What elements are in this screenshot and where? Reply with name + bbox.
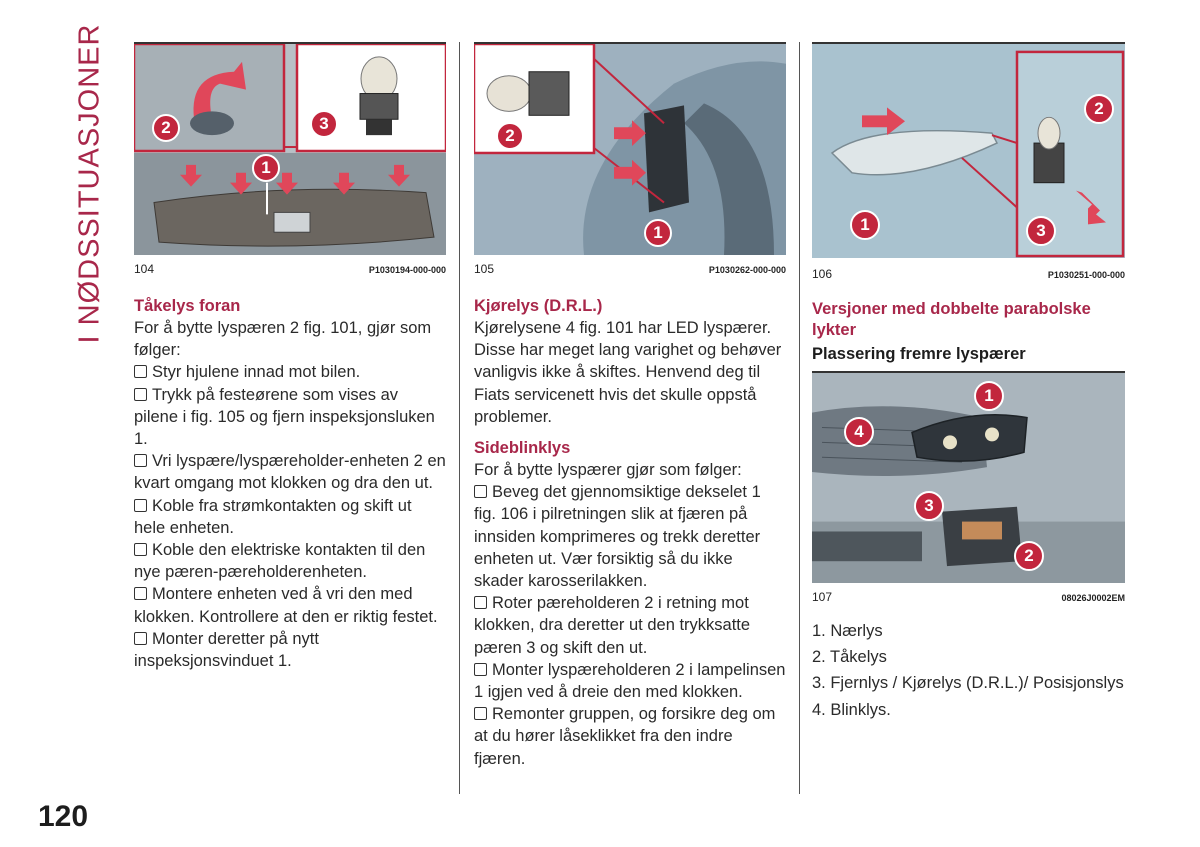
step-item xyxy=(474,592,786,659)
figure-number: 107 xyxy=(812,590,833,604)
callout-2 xyxy=(152,114,180,142)
callout-label: 2 xyxy=(1024,546,1034,565)
section-title-text: I NØDSSITUASJONER xyxy=(73,23,106,343)
step-text: Trykk på festeørene som vises av pilene i fig. 105 og fjern inspeksjonsluken 1. xyxy=(134,385,435,449)
intro-text: For å bytte lyspæren 2 fig. 101, gjør som følger: xyxy=(134,319,432,360)
heading-drl: Kjørelys (D.R.L.) xyxy=(474,297,603,315)
checkbox-bullet-icon xyxy=(474,663,487,676)
drl-paragraph: Kjørelysene 4 fig. 101 har LED lyspærer. Disse har meget lang varighet og behøver vanligvis ikke å skiftes. Henvend deg til Fiats servicenett hvis det skulle oppstå problemer. xyxy=(474,319,782,426)
list-item: 4. Blinklys. xyxy=(812,700,891,719)
figure-104 xyxy=(134,42,446,255)
figure-105-caption xyxy=(474,262,786,276)
step-item xyxy=(474,659,786,703)
callout-1 xyxy=(252,154,280,182)
callout-label: 1 xyxy=(261,158,271,177)
figure-106-caption xyxy=(812,267,1125,281)
checkbox-bullet-icon xyxy=(134,587,147,600)
figure-105-illustration xyxy=(474,44,786,255)
figure-106 xyxy=(812,42,1125,258)
figure-104-caption xyxy=(134,262,446,276)
step-text: Vri lyspære/lyspæreholder-enheten 2 en kvart omgang mot klokken og dra den ut. xyxy=(134,452,446,493)
callout-3 xyxy=(310,110,338,138)
section-title-vertical xyxy=(70,23,110,343)
checkbox-bullet-icon xyxy=(474,596,487,609)
callout-label: 1 xyxy=(984,386,994,405)
column-divider xyxy=(799,42,800,794)
intro-text: For å bytte lyspærer gjør som følger: xyxy=(474,461,742,480)
step-text: Styr hjulene innad mot bilen. xyxy=(152,363,361,382)
step-text: Monter deretter på nytt inspeksjonsvinduet 1. xyxy=(134,629,319,671)
step-text: Beveg det gjennomsiktige dekselet 1 fig. 106 i pilretningen slik at fjæren på innsiden komprimeres og trekk deretter enheten ut. Vær forsiktig så du ikke skader karosserilakken. xyxy=(474,483,761,591)
checkbox-bullet-icon xyxy=(134,499,147,512)
step-item xyxy=(134,539,446,583)
heading-parabolic-lights: Versjoner med dobbelte parabolske lykter xyxy=(812,300,1091,339)
steps-list xyxy=(134,361,446,672)
column-drl-side-indicators xyxy=(474,42,786,770)
steps-list xyxy=(474,481,786,770)
column-fog-lights xyxy=(134,42,446,672)
callout-label: 2 xyxy=(1094,99,1104,118)
subheading-bulb-location: Plassering fremre lyspærer xyxy=(812,345,1026,363)
callout-1 xyxy=(644,219,672,247)
step-text: Montere enheten ved å vri den med klokken. Kontrollere at den er riktig festet. xyxy=(134,585,438,626)
checkbox-bullet-icon xyxy=(134,365,147,378)
step-item xyxy=(474,703,786,770)
callout-label: 1 xyxy=(653,223,663,242)
callout-label: 2 xyxy=(161,118,171,137)
step-text: Koble fra strømkontakten og skift ut hele enheten. xyxy=(134,496,412,537)
figure-105 xyxy=(474,42,786,255)
step-text: Roter pæreholderen 2 i retning mot klokken, dra deretter ut den trykksatte pæren 3 og skift den ut. xyxy=(474,594,751,657)
step-item xyxy=(134,450,446,494)
callout-label: 1 xyxy=(860,215,870,234)
checkbox-bullet-icon xyxy=(474,707,487,720)
figure-107-caption xyxy=(812,590,1125,604)
checkbox-bullet-icon xyxy=(134,632,147,645)
heading-fog-lights: Tåkelys foran xyxy=(134,297,241,315)
callout-label: 4 xyxy=(854,422,864,441)
step-item xyxy=(134,583,446,627)
figure-107 xyxy=(812,371,1125,583)
figure-number: 105 xyxy=(474,262,495,276)
heading-side-indicators: Sideblinklys xyxy=(474,439,571,458)
step-item xyxy=(134,384,446,451)
step-item xyxy=(474,481,786,592)
column-parabolic-lights xyxy=(812,42,1125,725)
callout-1 xyxy=(974,381,1004,411)
callout-2 xyxy=(1014,541,1044,571)
step-text: Remonter gruppen, og forsikre deg om at du hører låseklikket fra den indre fjæren. xyxy=(474,705,776,768)
figure-number: 106 xyxy=(812,267,833,281)
step-item xyxy=(134,495,446,539)
callout-label: 3 xyxy=(319,114,329,133)
step-item xyxy=(134,361,446,383)
column-divider xyxy=(459,42,460,794)
step-text: Monter lyspæreholderen 2 i lampelinsen 1 igjen ved å dreie den med klokken. xyxy=(474,660,786,702)
list-item: 3. Fjernlys / Kjørelys (D.R.L.)/ Posisjonslys xyxy=(812,674,1124,693)
callout-2 xyxy=(1084,94,1114,124)
callout-label: 3 xyxy=(924,496,934,515)
page-number: 120 xyxy=(38,800,89,833)
bulb-legend-list xyxy=(812,620,1125,721)
callout-3 xyxy=(1026,216,1056,246)
checkbox-bullet-icon xyxy=(134,388,147,401)
callout-2 xyxy=(496,122,524,150)
callout-label: 2 xyxy=(505,126,515,145)
callout-4 xyxy=(844,417,874,447)
callout-label: 3 xyxy=(1036,221,1046,240)
figure-104-illustration xyxy=(134,44,446,255)
figure-code: P1030251-000-000 xyxy=(1047,270,1125,280)
step-text: Koble den elektriske kontakten til den nye pæren-pæreholderenheten. xyxy=(134,541,426,582)
step-item xyxy=(134,628,446,672)
figure-number: 104 xyxy=(134,262,155,276)
list-item: 2. Tåkelys xyxy=(812,648,887,667)
checkbox-bullet-icon xyxy=(134,454,147,467)
list-item: 1. Nærlys xyxy=(812,622,883,640)
callout-3 xyxy=(914,491,944,521)
figure-107-illustration xyxy=(812,373,1125,583)
checkbox-bullet-icon xyxy=(134,543,147,556)
figure-code: 08026J0002EM xyxy=(1061,593,1125,603)
checkbox-bullet-icon xyxy=(474,485,487,498)
figure-code: P1030194-000-000 xyxy=(368,265,446,275)
figure-code: P1030262-000-000 xyxy=(708,265,786,275)
callout-1 xyxy=(850,210,880,240)
